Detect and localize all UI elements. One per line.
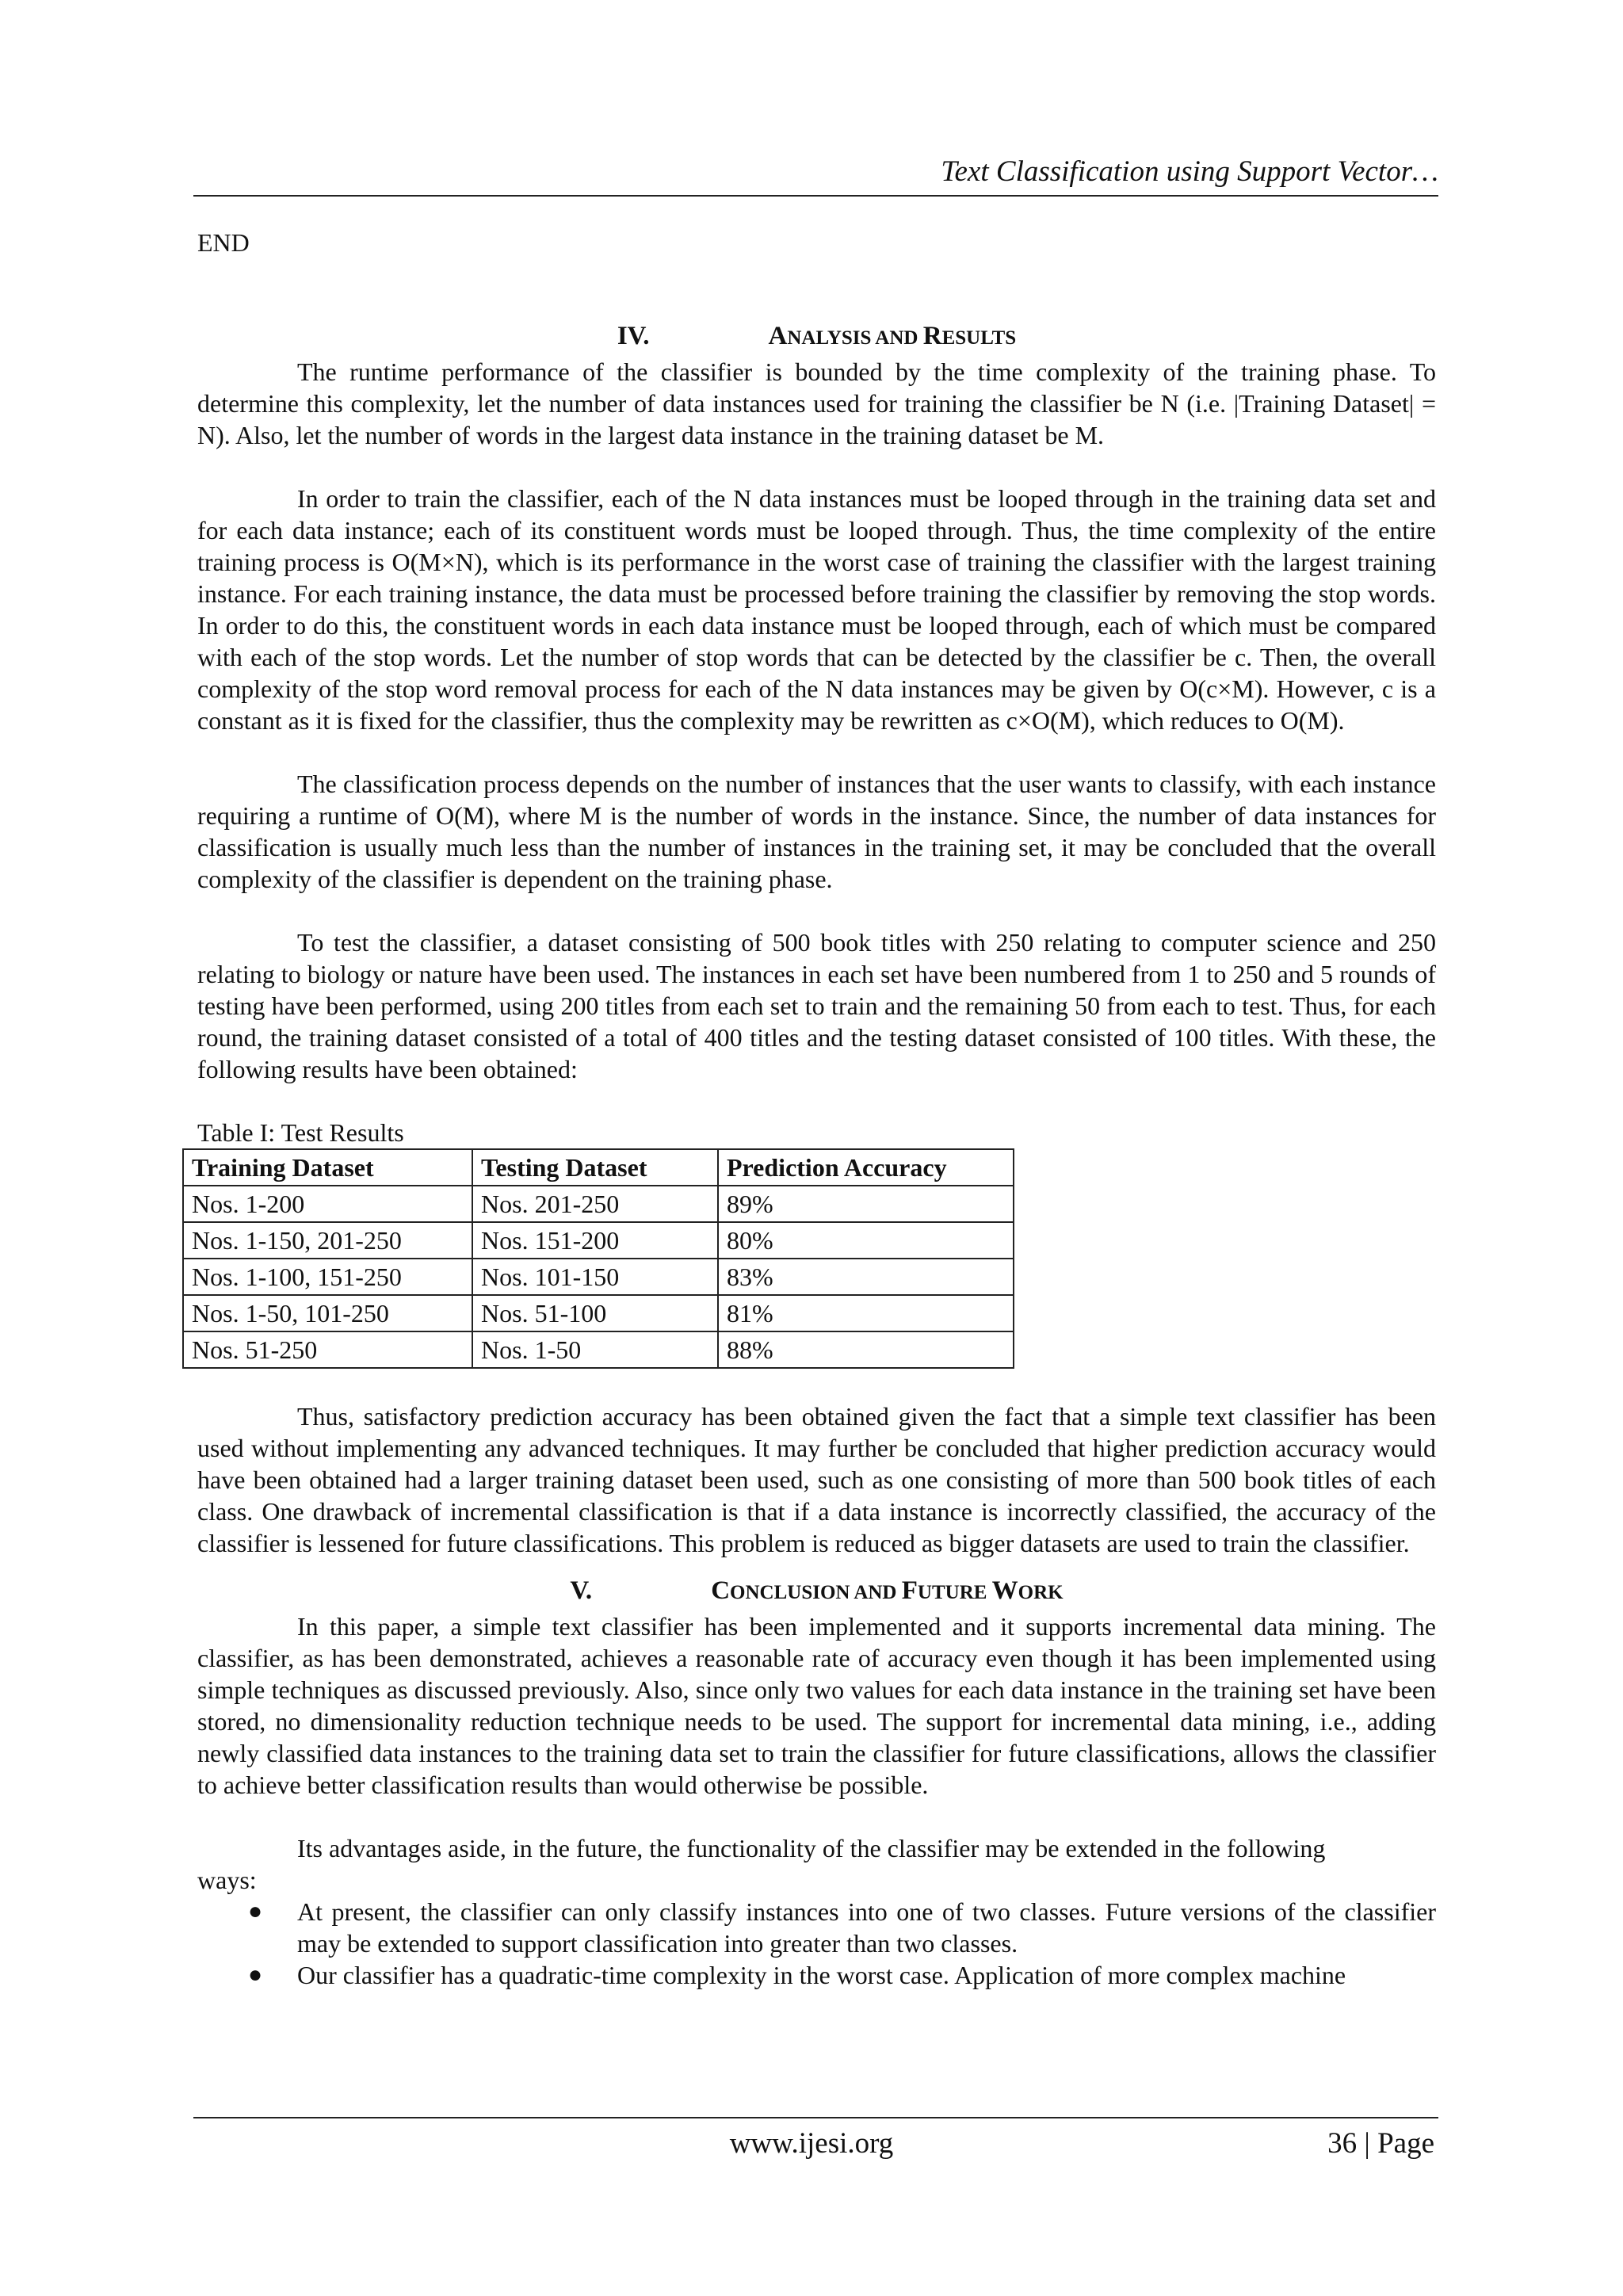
paragraph: In this paper, a simple text classifier has been implemented and it supports incremental data mining. The classifier, as has been demonstrated, achieves a reasonable rate of accuracy even though it has been implemented using simple techniques as discussed previously. Also, since only two values for each data instance in the training set have been stored, no dimensionality reduction technique needs to be used. The support for incremental data mining, i.e., adding newly classified data instances to the training data set to train the classifier for future classifications, allows the classifier to achieve better classification results than would otherwise be possible.	[197, 1612, 1436, 1799]
table-cell: 83%	[718, 1259, 1014, 1295]
table-cell: 80%	[718, 1222, 1014, 1259]
table-cell: Nos. 201-250	[472, 1186, 718, 1222]
section-4-number: IV.	[617, 322, 650, 350]
table-header-row	[183, 1149, 1014, 1186]
table-cell: 81%	[718, 1295, 1014, 1331]
table-cell: Nos. 1-50	[472, 1331, 718, 1368]
table-row	[183, 1295, 1014, 1331]
footer-rule	[193, 2117, 1438, 2118]
pseudocode-end: END	[197, 228, 250, 257]
table-row	[183, 1186, 1014, 1222]
table-row	[183, 1331, 1014, 1368]
table-cell: Nos. 1-200	[183, 1186, 472, 1222]
table-cell: Nos. 51-100	[472, 1295, 718, 1331]
future-work-list	[197, 1896, 1436, 1991]
column-header: Training Dataset	[183, 1149, 472, 1186]
bullet-icon: ●	[248, 1962, 263, 1988]
paragraph: Thus, satisfactory prediction accuracy has been obtained given the fact that a simple text classifier has been used without implementing any advanced techniques. It may further be concluded that higher prediction accuracy would have been obtained had a larger training dataset been used, such as one consisting of more than 500 book titles of each class. One drawback of incremental classification is that if a data instance is incorrectly classified, the accuracy of the classifier is lessened for future classifications. This problem is reduced as bigger datasets are used to train the classifier.	[197, 1402, 1436, 1557]
column-header: Testing Dataset	[472, 1149, 718, 1186]
table-cell: Nos. 151-200	[472, 1222, 718, 1259]
paragraph: To test the classifier, a dataset consisting of 500 book titles with 250 relating to computer science and 250 relating to biology or nature have been used. The instances in each set have been numbered from 1 to 250 and 5 rounds of testing have been performed, using 200 titles from each set to train and the remaining 50 from each to test. Thus, for each round, the training dataset consisted of a total of 400 titles and the testing dataset consisted of 100 titles. With these, the following results have been obtained:	[197, 928, 1436, 1083]
paragraph-tail: ways:	[197, 1866, 257, 1894]
table-cell: Nos. 1-150, 201-250	[183, 1222, 472, 1259]
table-row	[183, 1222, 1014, 1259]
results-table	[182, 1148, 1014, 1369]
table-cell: Nos. 1-100, 151-250	[183, 1259, 472, 1295]
table-caption: Table I: Test Results	[197, 1118, 404, 1147]
page-number: 36 | Page	[1327, 2127, 1434, 2160]
section-5-heading: V. CONCLUSION AND FUTURE WORK	[197, 1573, 1436, 1610]
table-cell: 88%	[718, 1331, 1014, 1368]
running-header: Text Classification using Support Vector…	[941, 155, 1438, 188]
table-cell: 89%	[718, 1186, 1014, 1222]
table-cell: Nos. 1-50, 101-250	[183, 1295, 472, 1331]
table-cell: Nos. 101-150	[472, 1259, 718, 1295]
body-text	[192, 319, 1436, 1991]
table-cell: Nos. 51-250	[183, 1331, 472, 1368]
column-header: Prediction Accuracy	[718, 1149, 1014, 1186]
header-rule	[193, 195, 1438, 197]
table-row	[183, 1259, 1014, 1295]
paragraph: The runtime performance of the classifier is bounded by the time complexity of the training phase. To determine this complexity, let the number of data instances used for training the classifier be N (i.e. |Training Dataset| = N). Also, let the number of words in the largest data instance in the training dataset be M.	[197, 357, 1436, 449]
paragraph: Its advantages aside, in the future, the functionality of the classifier may be extended in the following	[297, 1834, 1326, 1862]
paragraph: The classification process depends on the number of instances that the user wants to classify, with each instance requiring a runtime of O(M), where M is the number of words in the instance. Since, the number of data instances for classification is usually much less than the number of instances in the training set, it may be concluded that the overall complexity of the classifier is dependent on the training phase.	[197, 770, 1436, 893]
bullet-icon: ●	[248, 1898, 263, 1924]
paragraph: In order to train the classifier, each of the N data instances must be looped through in the training data set and for each data instance; each of its constituent words must be looped through. Thus, the time complexity of the entire training process is O(M×N), which is its performance in the worst case of training the classifier with the largest training instance. For each training instance, the data must be processed before training the classifier by removing the stop words. In order to do this, the constituent words in each data instance must be looped through, each of which must be compared with each of the stop words. Let the number of stop words that can be detected by the classifier be c. Then, the overall complexity of the stop word removal process for each of the N data instances may be given by O(c×M). However, c is a constant as it is fixed for the classifier, thus the complexity may be rewritten as c×O(M), which reduces to O(M).	[197, 484, 1436, 735]
footer-site: www.ijesi.org	[729, 2127, 894, 2160]
list-item: ● At present, the classifier can only classify instances into one of two classes. Future versions of the classifier may be extended to support classification into greater than two classes.	[248, 1897, 1436, 1958]
section-4-heading: IV. ANALYSIS AND RESULTS	[197, 319, 1436, 356]
list-item: ● Our classifier has a quadratic-time complexity in the worst case. Application of more complex machine	[248, 1961, 1346, 1989]
section-5-number: V.	[570, 1576, 593, 1605]
